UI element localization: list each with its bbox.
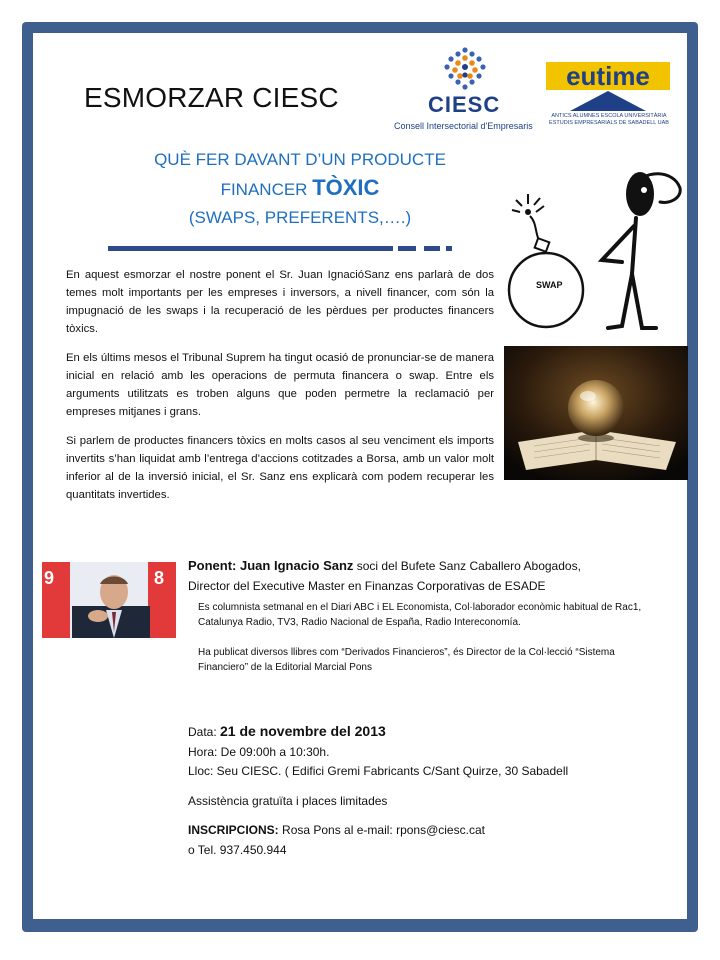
crystal-ball-book-photo: [504, 346, 688, 480]
registration-contact: Rosa Pons al e-mail: rpons@ciesc.cat: [278, 823, 485, 837]
ciesc-wordmark: CIESC: [428, 92, 501, 117]
speaker-photo: [42, 562, 176, 638]
headline-line-2: [90, 174, 510, 204]
eutime-logo: [546, 62, 670, 130]
speaker-name: Juan Ignacio Sanz: [236, 558, 354, 573]
event-date-value: 21 de novembre del 2013: [220, 723, 386, 739]
description-paragraph: En aquest esmorzar el nostre ponent el Sr. Juan IgnacióSanz ens parlarà de dos temes molt importants per les empreses i inversors, a nivell financer, com són la impugnació de les swaps i la recuperació de les pèrdues per productes financers tòxics.: [66, 269, 494, 335]
event-headline: [90, 146, 510, 232]
event-note: Assistència gratuïta i places limitades: [188, 793, 388, 808]
speaker-bio-paragraph: Es columnista setmanal en el Diari ABC i EL Economista, Col·laborador econòmic habitual de Rac1, Catalunya Radio, TV3, Radio Nacional de España, Radio Intereconomía.: [198, 602, 642, 628]
speaker-role-2: Director del Executive Master en Finanzas Corporativas de ESADE: [188, 579, 546, 593]
event-place: Lloc: Seu CIESC. ( Edifici Gremi Fabricants C/Sant Quirze, 30 Sabadell: [188, 764, 569, 778]
svg-text:9: 9: [44, 568, 55, 588]
page-title: ESMORZAR CIESC: [84, 82, 339, 113]
speaker-role-1: soci del Bufete Sanz Caballero Abogados,: [353, 559, 581, 573]
eutime-subtitle: ANTICS ALUMNES ESCOLA UNIVERSITÀRIA ESTUDIS EMPRESARIALS DE SABADELL UAB: [549, 113, 669, 126]
event-time: Hora: De 09:00h a 10:30h.: [188, 744, 330, 759]
divider-dash: [398, 246, 416, 251]
headline-line-3: (SWAPS, PREFERENTS,….): [188, 208, 412, 227]
headline-line-1: QUÈ FER DAVANT D’UN PRODUCTE: [154, 150, 446, 169]
speaker-info: [188, 556, 658, 596]
speaker-bio: [198, 600, 660, 690]
speaker-bio-paragraph: Ha publicat diversos llibres com “Derivados Financieros”, és Director de la Col·lecció “Sistema Financiero” de la Editorial Marcial Pons: [198, 647, 615, 673]
divider-dash: [424, 246, 440, 251]
description-paragraph: Si parlem de productes financers tòxics en molts casos al seu venciment els imports invertits s’han liquidat amb l’entrega d’accions cotitzades a Borsa, amb un valor molt inferior al de la inversió inicial, el Sr. Sanz ens explicarà com podem recuperar les quantitats invertides.: [66, 435, 494, 501]
headline-line-2-prefix: FINANCER: [220, 180, 313, 199]
event-date: [188, 722, 658, 743]
worried-figure-icon: [602, 172, 680, 328]
event-phone: o Tel. 937.450.944: [188, 842, 287, 857]
divider-dash: [446, 246, 452, 251]
event-date-label: Data:: [188, 725, 221, 739]
speaker-label: Ponent:: [188, 558, 237, 573]
svg-text:8: 8: [154, 568, 165, 588]
speaker-line-1: [188, 556, 658, 576]
swap-label: SWAP: [536, 280, 563, 290]
ciesc-subtitle: Consell Intersectorial d'Empresaris: [394, 121, 533, 131]
registration-label: INSCRIPCIONS:: [188, 823, 279, 837]
ciesc-dots-icon: [442, 46, 488, 92]
eutime-triangle-icon: [546, 90, 670, 112]
divider-bar: [108, 246, 393, 251]
swap-bomb-illustration: [504, 164, 688, 336]
eutime-wordmark: eutime: [546, 62, 670, 90]
ciesc-logo: [392, 44, 542, 134]
event-registration: [188, 821, 658, 841]
description: [66, 266, 494, 515]
headline-emphasis: TÒXIC: [312, 175, 380, 200]
event-details: [188, 722, 658, 860]
description-paragraph: En els últims mesos el Tribunal Suprem ha tingut ocasió de pronunciar-se de manera inicial en relació amb les operacions de permuta financera o swap. Entre els arguments utilitzats es troben alguns que poden permetre la reclamació per empreses mitjanes i grans.: [66, 352, 494, 418]
